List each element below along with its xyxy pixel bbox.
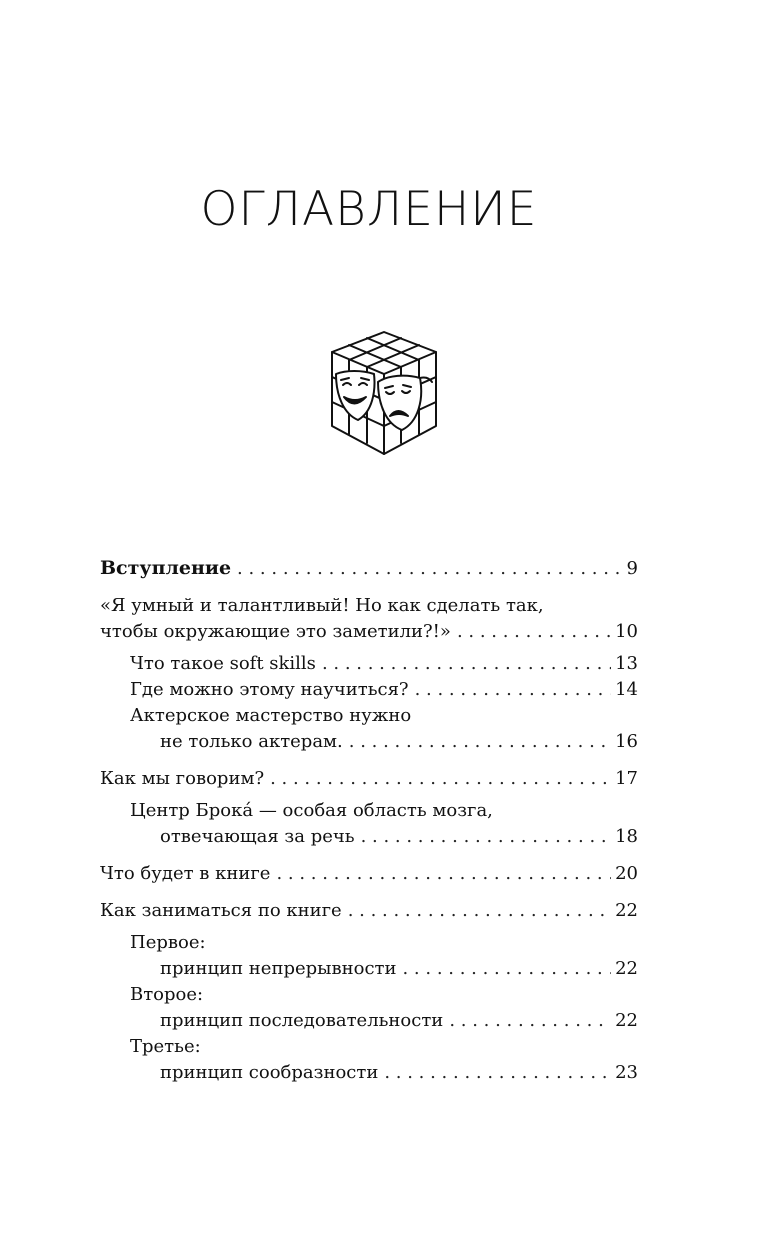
- toc-entry-title: Как заниматься по книге: [100, 900, 342, 921]
- toc-leader-dots: [402, 956, 611, 982]
- toc-leader-dots: [384, 1060, 611, 1086]
- page-title: ОГЛАВЛЕНИЕ: [200, 182, 538, 237]
- toc-entry-title-line: «Я умный и талантливый! Но как сделать так,: [100, 595, 544, 616]
- toc-entry-title-line: Второе:: [130, 984, 204, 1005]
- toc-entry-title: чтобы окружающие это заметили?!»: [100, 621, 451, 642]
- toc-entry-third[interactable]: [100, 1034, 638, 1086]
- toc-page-number: 17: [615, 768, 638, 789]
- toc-entry-smart[interactable]: [100, 593, 638, 645]
- toc-page-number: 10: [615, 621, 638, 642]
- toc-entry-first[interactable]: [100, 930, 638, 982]
- toc-leader-dots: [449, 1008, 611, 1034]
- toc-entry-in-book[interactable]: [100, 861, 638, 887]
- toc-entry-title-line: Первое:: [130, 932, 206, 953]
- toc-entry-title: принцип последовательности: [160, 1010, 444, 1031]
- toc-page-number: 22: [615, 900, 638, 921]
- toc-leader-dots: [322, 651, 611, 677]
- toc-entry-broca[interactable]: [100, 798, 638, 850]
- toc-page-number: 23: [615, 1062, 638, 1083]
- toc-page-number: 22: [615, 958, 638, 979]
- toc-entry-how-speak[interactable]: [100, 766, 638, 792]
- toc-page-number: 22: [615, 1010, 638, 1031]
- toc-entry-acting[interactable]: [100, 703, 638, 755]
- toc-page-number: 14: [615, 679, 638, 700]
- toc-leader-dots: [270, 766, 611, 792]
- toc-entry-title: Что такое soft skills: [130, 653, 316, 674]
- toc-page-number: 13: [615, 653, 638, 674]
- toc-leader-dots: [237, 556, 623, 582]
- toc-leader-dots: [457, 619, 611, 645]
- toc-page-number: 18: [615, 826, 638, 847]
- toc-entry-intro[interactable]: [100, 555, 638, 582]
- toc-entry-title: Вступление: [100, 557, 232, 579]
- toc-entry-title: Где можно этому научиться?: [130, 679, 409, 700]
- toc-entry-softskills[interactable]: [100, 651, 638, 677]
- toc-entry-second[interactable]: [100, 982, 638, 1034]
- toc-entry-title-line: Центр Брока́ — особая область мозга,: [130, 800, 493, 821]
- toc-leader-dots: [361, 824, 612, 850]
- toc-entry-title-line: Третье:: [130, 1036, 201, 1057]
- rubiks-cube-theatre-masks-icon: [328, 330, 440, 456]
- toc-leader-dots: [349, 729, 611, 755]
- toc-page-number: 20: [615, 863, 638, 884]
- toc-entry-title: отвечающая за речь: [160, 826, 355, 847]
- toc-leader-dots: [415, 677, 612, 703]
- toc-entry-title: не только актерам.: [160, 731, 343, 752]
- toc-entry-how-study[interactable]: [100, 898, 638, 924]
- toc-entry-title: Что будет в книге: [100, 863, 271, 884]
- toc-entry-title: Как мы говорим?: [100, 768, 265, 789]
- toc-entry-title-line: Актерское мастерство нужно: [130, 705, 412, 726]
- toc-page-number: 16: [615, 731, 638, 752]
- toc-page-number: 9: [626, 558, 638, 579]
- toc-leader-dots: [276, 861, 611, 887]
- toc-entry-where-learn[interactable]: [100, 677, 638, 703]
- table-of-contents: [100, 555, 638, 1086]
- toc-entry-title: принцип непрерывности: [160, 958, 397, 979]
- toc-entry-title: принцип сообразности: [160, 1062, 379, 1083]
- toc-leader-dots: [348, 898, 611, 924]
